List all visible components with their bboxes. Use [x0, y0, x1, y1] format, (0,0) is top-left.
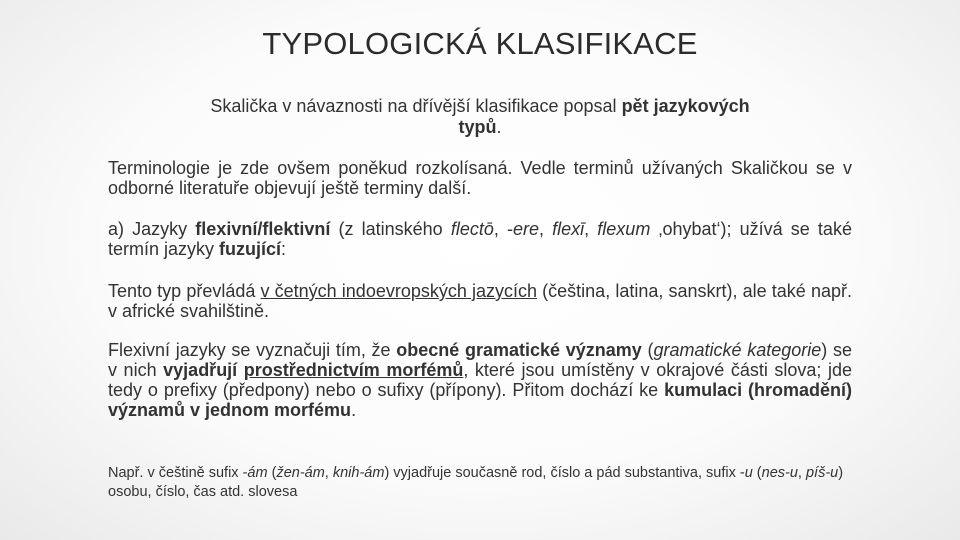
- paragraph-terminology: [108, 158, 852, 198]
- p2-text-1: a) Jazyky: [108, 219, 196, 239]
- note-text-6: ,: [797, 465, 806, 481]
- p2-text-5: ,: [584, 219, 598, 239]
- slide-subtitle: [200, 96, 760, 138]
- p2-text-7: :: [281, 239, 287, 259]
- note-text-3: ,: [324, 465, 333, 481]
- term-expressed: vyjadřují: [163, 360, 244, 380]
- term-flexive: flexivní/flektivní: [195, 219, 331, 239]
- subtitle-text: Skalička v návaznosti na dřívější klasifikace popsal: [210, 96, 622, 116]
- p4-text-5: .: [351, 400, 357, 420]
- p4-text-2: (: [641, 340, 654, 360]
- note-text-5: (: [752, 465, 762, 481]
- p4-text-4: , které jsou umístěny v okrajové části slova; jde tedy o prefixy (předpony) nebo o sufixy (přípony). Přitom dochází ke: [108, 360, 853, 400]
- note-text-2: (: [267, 465, 277, 481]
- example-note: [108, 464, 860, 502]
- p4-text-3: ) se v nich: [108, 340, 852, 380]
- paragraph-characteristics: [108, 340, 852, 420]
- latin-flexum: flexum: [597, 219, 651, 239]
- term-grammatical-categories: gramatické kategorie: [653, 340, 822, 360]
- p3-text-1: Tento typ převládá: [108, 281, 261, 301]
- latin-ere: ere: [512, 219, 539, 239]
- note-text-4: ) vyjadřuje současně rod, číslo a pád substantiva, sufix -: [384, 465, 745, 481]
- slide-title: TYPOLOGICKÁ KLASIFIKACE: [262, 26, 698, 61]
- paragraph-flexive-languages: [108, 219, 852, 259]
- p2-text-2: (z latinského: [330, 219, 451, 239]
- p3-text-2: (čeština, latina, sanskrt), ale také např. v africké svahilštině.: [108, 281, 852, 321]
- p2-text-4: ,: [539, 219, 553, 239]
- example-knih-am: knih-ám: [332, 465, 385, 481]
- suffix-u: u: [744, 465, 753, 481]
- note-text-1: Např. v češtině sufix -: [108, 465, 248, 481]
- example-nes-u: nes-u: [761, 465, 798, 481]
- underlined-indoeuropean: v četných indoevropských jazycích: [260, 281, 538, 301]
- latin-flexi: flexī: [552, 219, 585, 239]
- term-via-morphemes: prostřednictvím morfémů: [243, 360, 464, 380]
- note-text-7: ) osobu, číslo, čas atd. slovesa: [108, 465, 844, 500]
- example-pis-u: píš-u: [805, 465, 839, 481]
- subtitle-period: .: [496, 117, 502, 137]
- term-cumulation: kumulaci (hromadění) významů v jednom morfému: [108, 380, 853, 420]
- p2-text-3: , -: [493, 219, 513, 239]
- example-zen-am: žen-ám: [276, 465, 325, 481]
- latin-flecto: flectō: [450, 219, 494, 239]
- paragraph-distribution: [108, 281, 852, 321]
- subtitle-bold: pět jazykových typů: [458, 96, 750, 137]
- term-general-meanings: obecné gramatické významy: [396, 340, 642, 360]
- p4-text-1: Flexivní jazyky se vyznačuji tím, že: [108, 340, 397, 360]
- suffix-am: ám: [247, 465, 268, 481]
- p2-text-6: ‚ohybat‘); užívá se také termín jazyky: [108, 219, 852, 259]
- terminology-text: Terminologie je zde ovšem poněkud rozkolísaná. Vedle terminů užívaných Skaličkou se v odborné literatuře objevují ještě terminy další.: [108, 158, 852, 198]
- term-fuzujici: fuzující: [219, 239, 282, 259]
